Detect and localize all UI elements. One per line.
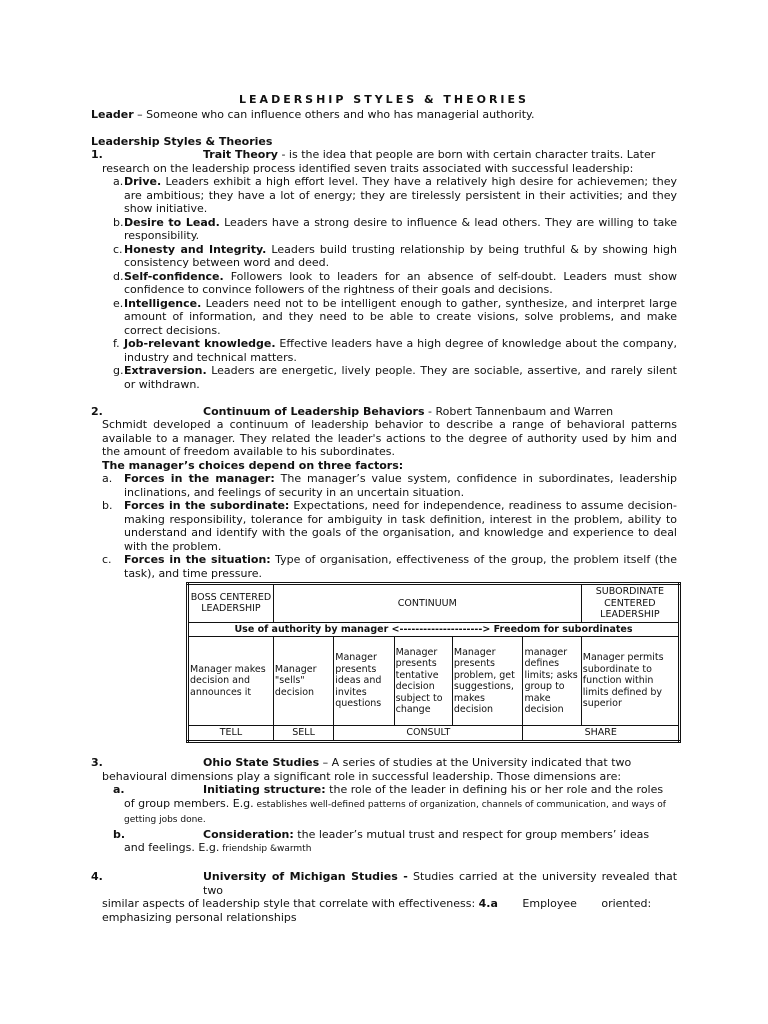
list-item — [91, 175, 677, 216]
section-number: 4. — [91, 870, 103, 883]
list-item — [91, 337, 677, 364]
item-text: Leaders exhibit a high effort level. They have a relatively high desire for achievemen; they are ambitious; they have a lot of energy; they are tirelessly persistent in their activities; and they show initiative. — [124, 175, 677, 215]
consult-label: CONSULT — [334, 726, 523, 742]
factors-heading: The manager’s choices depend on three factors: — [102, 458, 404, 472]
sell-label: SELL — [273, 726, 333, 742]
item-label: d. — [113, 269, 124, 283]
item-label: b. — [113, 827, 126, 841]
list-item — [91, 216, 677, 243]
michigan-text: similar aspects of leadership style that correlate with effectiveness: — [102, 897, 479, 910]
section-number: 3. — [91, 756, 103, 769]
subordinate-centered-header: SUBORDINATE CENTERED LEADERSHIP — [581, 584, 679, 623]
item-text: Leaders build trusting relationship by being truthful & by showing high consistency between word and deed. — [124, 242, 677, 269]
table-header-row — [188, 584, 680, 623]
section-heading: Leadership Styles & Theories — [91, 134, 273, 148]
michigan-heading — [91, 870, 677, 897]
item-example: friendship &warmth — [219, 844, 312, 854]
item-label: b. — [113, 215, 124, 229]
item-label: a. — [113, 175, 124, 188]
item-term: Initiating structure: — [203, 783, 326, 796]
section-number: 1. — [91, 148, 103, 161]
item-text: Leaders are energetic, lively people. They are sociable, assertive, and rarely silent or withdrawn. — [124, 364, 677, 391]
ohio-heading — [91, 756, 677, 770]
item-term: Forces in the situation: — [124, 553, 271, 566]
item-label: g. — [113, 364, 124, 377]
michigan-text: emphasizing personal relationships — [102, 910, 297, 924]
item-term: Consideration: — [203, 827, 294, 841]
section-title: Ohio State Studies — [203, 756, 320, 769]
list-item — [91, 828, 677, 857]
list-item — [91, 243, 677, 270]
item-text: of group members. E.g. — [124, 796, 254, 810]
table-cell: Manager presents ideas and invites questions — [334, 637, 394, 726]
table-cell: manager defines limits; asks group to make decision — [523, 637, 581, 726]
item-text: The manager’s value system, confidence in subordinates, leadership inclinations, and feelings of security in an uncertain situation. — [124, 472, 677, 499]
table-cell: Manager permits subordinate to function within limits defined by superior — [581, 637, 679, 726]
item-term: Intelligence. — [124, 296, 202, 310]
factors-list — [91, 472, 677, 580]
section-number: 2. — [91, 404, 103, 418]
trait-theory-intro: research on the leadership process identified seven traits associated with successful leadership: — [102, 161, 634, 175]
document-title: LEADERSHIP STYLES & THEORIES — [239, 93, 529, 106]
authority-freedom-label: Use of authority by manager <---------------------> Freedom for subordinates — [188, 622, 680, 637]
table-cell: Manager "sells" decision — [273, 637, 333, 726]
item-label: c. — [113, 242, 123, 256]
leadership-continuum-table — [186, 582, 681, 743]
section-intro: - is the idea that people are born with certain character traits. Later — [277, 148, 656, 161]
item-term: Drive. — [124, 175, 162, 188]
section-intro: - Robert Tannenbaum and Warren — [424, 404, 614, 418]
section-title: University of Michigan Studies - — [203, 870, 408, 883]
item-term: Honesty and Integrity. — [124, 242, 267, 256]
item-term: Extraversion. — [124, 364, 207, 377]
item-term: Forces in the manager: — [124, 472, 275, 485]
tell-label: TELL — [188, 726, 274, 742]
authority-row — [188, 622, 680, 637]
table-cell: Manager presents tentative decision subject to change — [394, 637, 452, 726]
item-text: and feelings. E.g. — [124, 841, 220, 854]
item-text: Leaders have a strong desire to influence & lead others. They are willing to take responsibility. — [124, 215, 678, 242]
michigan-text: Employee oriented: — [497, 897, 652, 910]
item-text: Effective leaders have a high degree of knowledge about the company, industry and technical matters. — [124, 337, 677, 364]
michigan-subsection-label: 4.a — [478, 897, 498, 910]
item-text: Expectations, need for independence, readiness to assume decision-making responsibility, tolerance for ambiguity in task definition, interest in the problem, ability to understand and identify with the goals of the organisation, and knowledge and experience to deal with the problem. — [124, 499, 677, 553]
table-row — [188, 726, 680, 742]
section-title: Continuum of Leadership Behaviors — [203, 404, 425, 418]
boss-centered-header: BOSS CENTERED LEADERSHIP — [188, 584, 274, 623]
share-label: SHARE — [523, 726, 680, 742]
item-label: b. — [102, 499, 113, 512]
list-item — [91, 783, 677, 828]
continuum-intro: Schmidt developed a continuum of leadership behavior to describe a range of behavioral patterns available to a manager. They related the leader's actions to the degree of authority used by him and the amount of freedom available to his subordinates. — [102, 418, 677, 458]
item-example: establishes well-defined patterns of organization, channels of communication, and ways of getting jobs done. — [124, 799, 666, 825]
section-intro: Studies carried at the university revealed that two — [203, 870, 678, 897]
list-item — [91, 499, 677, 553]
table-row — [188, 637, 680, 726]
list-item — [91, 270, 677, 297]
trait-theory-heading — [91, 148, 677, 162]
list-item — [91, 553, 677, 580]
list-item — [91, 297, 677, 338]
section-title: Trait Theory — [203, 148, 278, 161]
item-text: Followers look to leaders for an absence of self-doubt. Leaders must show confidence to convince followers of the rightness of their goals and decisions. — [124, 269, 677, 296]
item-text: the role of the leader in defining his or her role and the roles — [325, 783, 664, 796]
item-term: Forces in the subordinate: — [124, 499, 290, 512]
item-label: f. — [113, 337, 120, 350]
ohio-intro: behavioural dimensions play a significant role in successful leadership. Those dimensions are: — [102, 769, 622, 783]
item-term: Desire to Lead. — [124, 215, 220, 229]
table-cell: Manager presents problem, get suggestions, makes decision — [452, 637, 523, 726]
list-item — [91, 364, 677, 391]
section-intro: – A series of studies at the University indicated that two — [319, 756, 632, 769]
item-text: Leaders need not to be intelligent enough to gather, synthesize, and interpret large amount of information, and they need to be able to create visions, solve problems, and make correct decisions. — [124, 296, 677, 337]
item-label: c. — [102, 553, 112, 566]
item-term: Job-relevant knowledge. — [124, 337, 276, 350]
item-label: a. — [102, 472, 113, 485]
trait-list — [91, 175, 677, 391]
michigan-intro — [91, 897, 677, 924]
list-item — [91, 472, 677, 499]
item-label: a. — [113, 783, 125, 796]
item-label: e. — [113, 296, 124, 310]
continuum-heading — [91, 405, 677, 419]
item-text: Type of organisation, effectiveness of the group, the problem itself (the task), and time pressure. — [124, 553, 677, 580]
item-term: Self-confidence. — [124, 269, 224, 283]
leader-definition — [91, 108, 677, 122]
leader-text: – Someone who can influence others and who has managerial authority. — [133, 107, 535, 121]
item-text: the leader’s mutual trust and respect for group members’ ideas — [293, 827, 650, 841]
leader-term: Leader — [91, 107, 134, 121]
table-cell: Manager makes decision and announces it — [188, 637, 274, 726]
continuum-header: CONTINUUM — [273, 584, 581, 623]
